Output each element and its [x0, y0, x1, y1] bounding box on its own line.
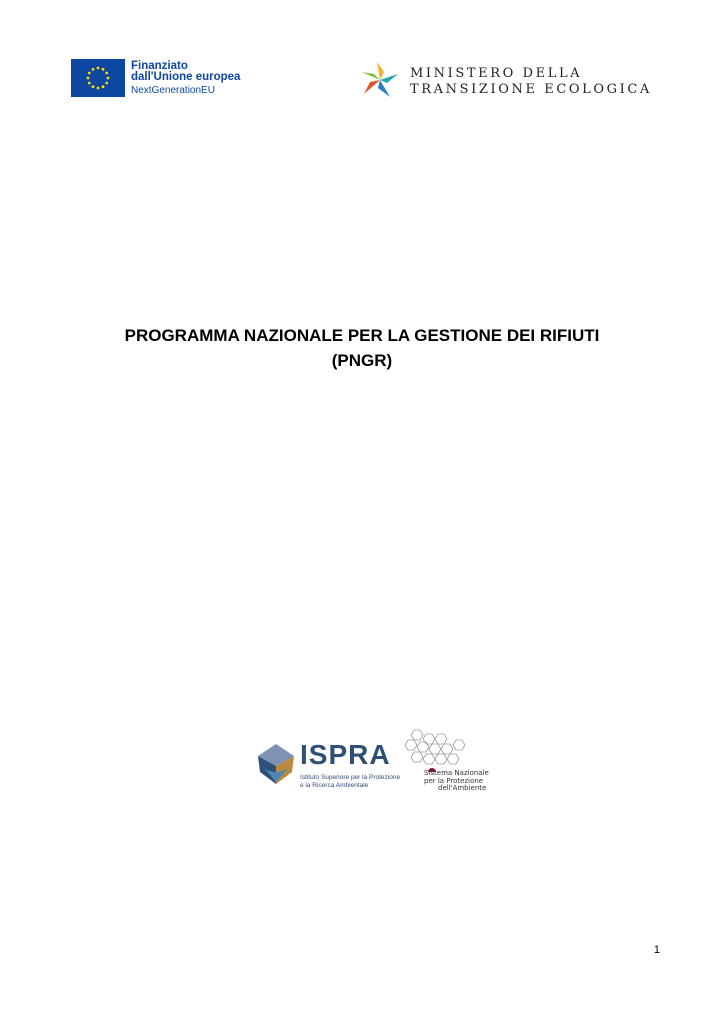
ministry-logo [360, 60, 660, 100]
eu-flag-icon [71, 59, 125, 97]
eu-funding-logo [71, 58, 247, 98]
snpa-name [424, 770, 489, 793]
ispra-subtitle-line1: Istituto Superiore per la Protezione [300, 774, 401, 781]
snpa-line2: per la Protezione [424, 776, 484, 785]
eu-logo-line1: Finanziato [131, 59, 188, 72]
ispra-name: ISPRA [300, 739, 391, 770]
document-title [0, 323, 724, 373]
ispra-logo [256, 739, 401, 796]
snpa-logo [404, 728, 514, 794]
ministry-star-icon [360, 60, 400, 100]
document-title-line1: PROGRAMMA NAZIONALE PER LA GESTIONE DEI RIFIUTI [124, 326, 600, 345]
snpa-hexagon-icon [404, 728, 474, 772]
snpa-line1: Sistema Nazionale [424, 769, 489, 777]
eu-logo-line3: NextGenerationEU [131, 84, 215, 96]
ministry-name [410, 66, 652, 98]
ministry-line2: TRANSIZIONE ECOLOGICA [410, 82, 652, 97]
ispra-subtitle [300, 774, 400, 790]
ministry-line1: MINISTERO DELLA [410, 66, 583, 81]
ispra-subtitle-line2: e la Ricerca Ambientale [300, 782, 369, 789]
eu-logo-text [131, 61, 240, 96]
eu-logo-line2: dall'Unione europea [131, 71, 241, 83]
page-number: 1 [653, 944, 660, 956]
document-title-line2: (PNGR) [331, 351, 393, 370]
ispra-emblem-icon [256, 742, 296, 786]
snpa-line3: dell'Ambiente [438, 784, 487, 792]
